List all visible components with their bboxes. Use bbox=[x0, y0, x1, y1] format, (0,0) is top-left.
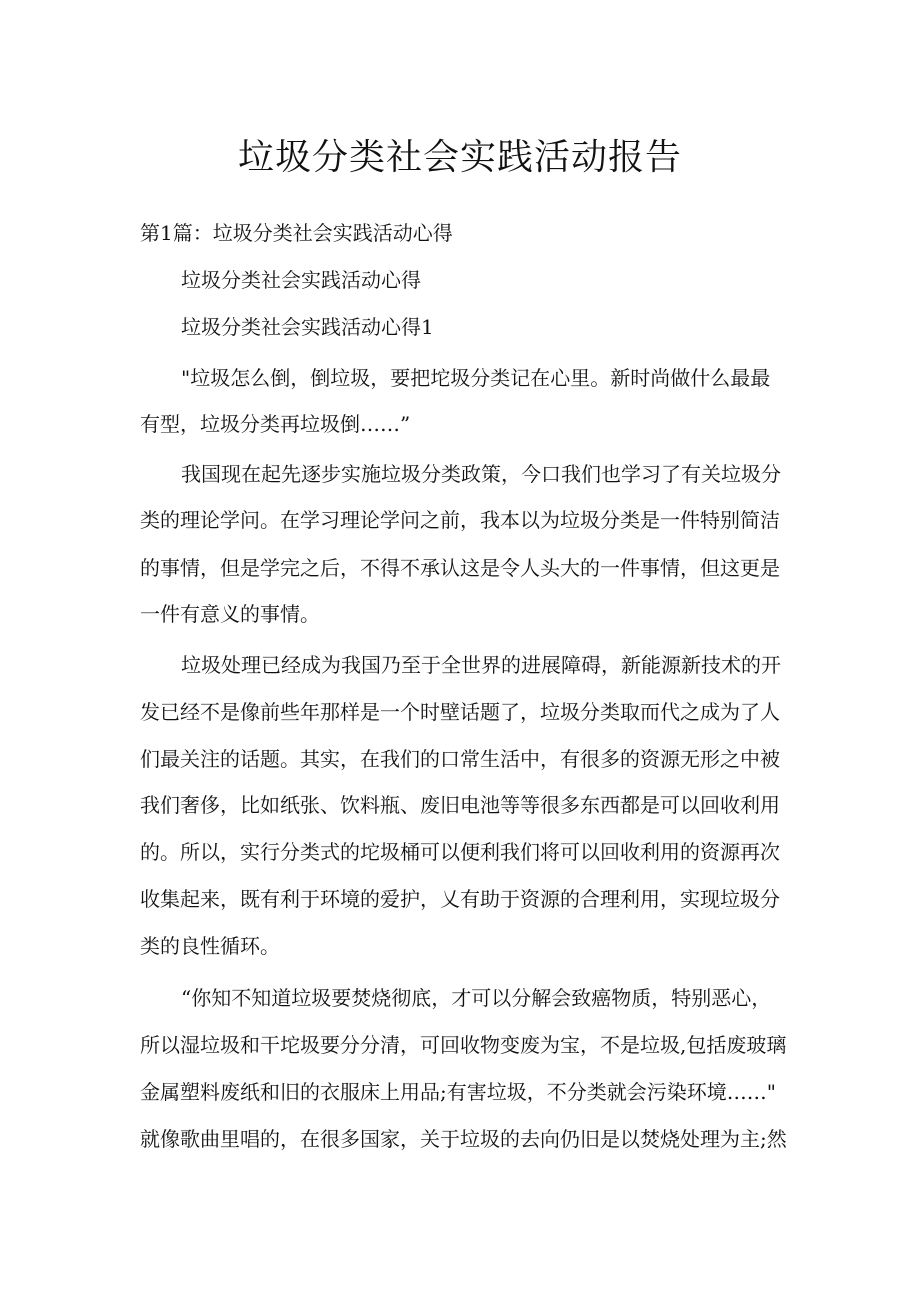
text-line: 收集起来，既有利于环境的爱护，乂有助于资源的合理利用，实现垃圾分 bbox=[140, 887, 780, 911]
text-line: 类的理论学问。在学习理论学问之前，我本以为垃圾分类是一件特别简洁 bbox=[140, 508, 780, 532]
text-line: 垃圾分类社会实践活动心得 bbox=[181, 268, 421, 292]
text-line: 就像歌曲里唱的，在很多国家，关于垃圾的去向仍旧是以焚烧处理为主;然 bbox=[140, 1127, 787, 1151]
text-line: "垃圾怎么倒，倒垃圾，要把坨圾分类记在心里。新时尚做什么最最 bbox=[181, 366, 771, 390]
text-line: 我国现在起先逐步实施垃圾分类政策，今口我们也学习了有关垃圾分 bbox=[181, 462, 781, 486]
text-line: 有型，垃圾分类再垃圾倒……” bbox=[140, 412, 411, 436]
section-heading: 第1篇：垃圾分类社会实践活动心得 bbox=[140, 221, 453, 245]
text-line: “你知不知道垃圾要焚烧彻底，才可以分解会致癌物质，特别恶心， bbox=[181, 986, 772, 1010]
text-line: 垃圾分类社会实践活动心得1 bbox=[181, 315, 434, 339]
text-line: 类的良性循环。 bbox=[140, 934, 280, 958]
text-line: 们最关注的话题。其实，在我们的口常生活中，有很多的资源无形之中被 bbox=[140, 747, 780, 771]
document-title: 垃圾分类社会实践活动报告 bbox=[237, 137, 682, 178]
text-line: 的事情，但是学完之后，不得不承认这是令人头大的一件事情，但这更是 bbox=[140, 556, 780, 580]
text-line: 金属塑料废纸和旧的衣服床上用品;有害垃圾，不分类就会污染环境……" bbox=[140, 1080, 776, 1104]
text-line: 的。所以，实行分类式的坨圾桶可以便利我们将可以回收利用的资源再次 bbox=[140, 840, 780, 864]
text-line: 发已经不是像前些年那样是一个时壁话题了，垃圾分类取而代之成为了人 bbox=[140, 700, 780, 724]
text-line: 我们奢侈，比如纸张、饮料瓶、废旧电池等等很多东西都是可以回收利用 bbox=[140, 793, 780, 817]
text-line: 垃圾处理已经成为我国乃至于全世界的进展障碍，新能源新技术的开 bbox=[181, 653, 781, 677]
text-line: 一件有意义的事情。 bbox=[140, 602, 320, 626]
text-line: 所以湿垃圾和干坨圾要分分清，可回收物变废为宝，不是垃圾,包括废玻璃 bbox=[140, 1033, 787, 1057]
